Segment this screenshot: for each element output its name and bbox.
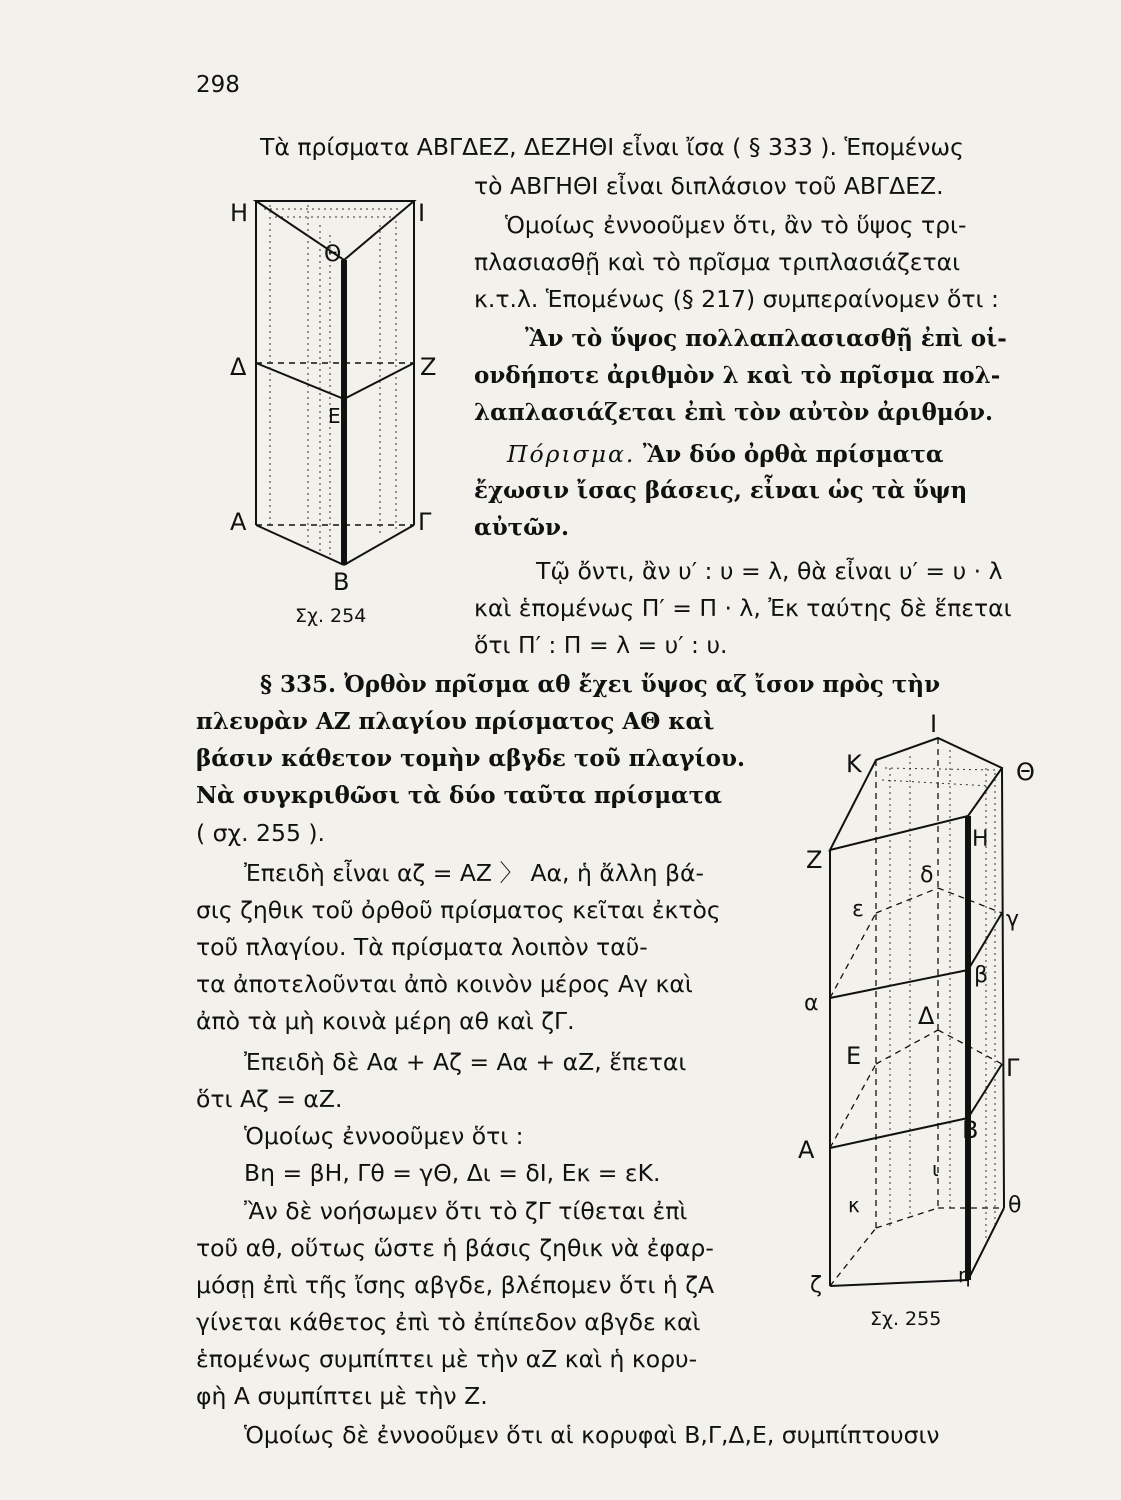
label-delta-fig254: Δ [230,353,247,381]
body-line-13: γίνεται κάθετος ἐπὶ τὸ ἐπίπεδον αβγδε καὶ [196,1308,701,1336]
para1-line-5: κ.τ.λ. Ἑπομένως (§ 217) συμπεραίνομεν ὅτι : [474,285,999,313]
label-theta-upper-fig255: Θ [1016,758,1035,786]
body-line-6: Ἐπειδὴ δὲ Αα + Αζ = Αα + αΖ, ἕπεται [244,1048,687,1076]
label-theta-lower-fig255: θ [1008,1193,1022,1218]
body-line-9: Βη = βΗ, Γθ = γΘ, Δι = δΙ, Εκ = εΚ. [244,1159,661,1187]
theorem-line-1: Ἂν τὸ ὕψος πολλαπλασιασθῇ ἐπὶ οἱ- [525,325,1007,352]
label-beta-lower-fig255: β [974,963,989,988]
theorem-line-3: λαπλασιάζεται ἐπὶ τὸν αὐτὸν ἀριθμόν. [474,399,993,426]
body-line-5: ἀπὸ τὰ μὴ κοινὰ μέρη αθ καὶ ζΓ. [196,1007,575,1035]
label-eta-lower-fig255: η [958,1263,971,1287]
theorem-line-2: ονδήποτε ἀριθμὸν λ καὶ τὸ πρῖσμα πολ- [474,362,1001,389]
porism-line-3: αὐτῶν. [474,514,569,541]
body-line-7: ὅτι Αζ = αΖ. [196,1085,343,1113]
body-line-1: Ἐπειδὴ εἶναι αζ = ΑΖ 〉 Αα, ἡ ἄλλη βά- [244,859,704,887]
label-delta-upper-fig255: Δ [918,1002,935,1030]
label-delta-lower-fig255: δ [920,863,934,888]
page-number: 298 [196,72,240,98]
porism-line-1 [507,439,944,470]
label-alpha-lower-fig255: α [804,991,819,1016]
para1-line-2: τὸ ΑΒΓΗΘΙ εἶναι διπλάσιον τοῦ ΑΒΓΔΕΖ. [474,172,944,200]
section-335-line-1: § 335. Ὀρθὸν πρῖσμα αθ ἔχει ὕψος αζ ἴσον πρὸς τὴν [260,671,941,698]
label-alpha-upper-fig255: Α [798,1136,815,1164]
body-line-12: μόσῃ ἐπὶ τῆς ἴσης αβγδε, βλέπομεν ὅτι ἡ ζΑ [196,1271,715,1299]
section-335-line-4: Νὰ συγκριθῶσι τὰ δύο ταῦτα πρίσματα [196,782,722,809]
figure-254 [220,185,450,615]
proof-line-1: Τῷ ὄντι, ἂν υ′ : υ = λ, θὰ εἶναι υ′ = υ · λ [536,557,1003,585]
body-line-11: τοῦ αθ, οὕτως ὥστε ἡ βάσις ζηθικ νὰ ἐφαρ- [196,1234,714,1262]
figure-254-caption: Σχ. 254 [295,605,367,627]
label-eta-fig254: Η [230,199,249,227]
label-epsilon-fig254: Ε [328,404,341,428]
label-gamma-lower-fig255: γ [1006,907,1020,932]
body-line-2: σις ζηθικ τοῦ ὀρθοῦ πρίσματος κεῖται ἐκτὸς [196,896,721,924]
figure-255 [790,708,1060,1308]
proof-line-2: καὶ ἑπομένως Π′ = Π · λ, Ἐκ ταύτης δὲ ἕπεται [474,594,1012,622]
label-epsilon-lower-fig255: ε [852,897,864,922]
body-line-8: Ὁμοίως ἐννοοῦμεν ὅτι : [244,1122,524,1150]
body-line-3: τοῦ πλαγίου. Τὰ πρίσματα λοιπὸν ταῦ- [196,933,648,961]
label-alpha-fig254: Α [230,508,247,536]
label-iota-upper-fig255: Ι [930,710,938,738]
label-gamma-fig254: Γ [418,508,432,536]
label-beta-upper-fig255: Β [962,1116,979,1144]
para1-line-1: Τὰ πρίσματα ΑΒΓΔΕΖ, ΔΕΖΗΘΙ εἶναι ἴσα ( § 333 ). Ἑπομένως [260,133,964,161]
proof-line-3: ὅτι Π′ : Π = λ = υ′ : υ. [474,631,728,659]
label-zeta-lower-fig255: ζ [810,1273,822,1298]
porism-statement-start: Ἂν δύο ὀρθὰ πρίσματα [642,441,944,468]
label-epsilon-upper-fig255: Ε [846,1042,862,1070]
label-gamma-upper-fig255: Γ [1006,1054,1020,1082]
label-kappa-lower-fig255: κ [848,1193,860,1217]
body-line-4: τα ἀποτελοῦνται ἀπὸ κοινὸν μέρος Αγ καὶ [196,970,693,998]
body-line-10: Ἂν δὲ νοήσωμεν ὅτι τὸ ζΓ τίθεται ἐπὶ [244,1197,688,1225]
para1-line-4: πλασιασθῇ καὶ τὸ πρῖσμα τριπλασιάζεται [474,248,961,276]
figure-255-caption: Σχ. 255 [870,1308,942,1330]
porism-label: Πόρισμα. [507,440,636,468]
section-335-line-5: ( σχ. 255 ). [196,819,326,847]
label-zeta-upper-fig255: Ζ [806,846,823,874]
label-beta-fig254: Β [333,568,350,596]
label-iota-fig254: Ι [418,199,426,227]
porism-line-2: ἔχωσιν ἴσας βάσεις, εἶναι ὡς τὰ ὕψη [474,477,968,504]
label-eta-upper-fig255: Η [972,827,989,852]
para1-line-3: Ὁμοίως ἐννοοῦμεν ὅτι, ἂν τὸ ὕψος τρι- [505,211,967,239]
section-335-line-2: πλευρὰν ΑΖ πλαγίου πρίσματος ΑΘ καὶ [196,708,715,735]
label-zeta-fig254: Ζ [420,353,437,381]
label-kappa-upper-fig255: Κ [846,750,862,778]
body-line-16: Ὁμοίως δὲ ἐννοοῦμεν ὅτι αἱ κορυφαὶ Β,Γ,Δ,Ε, συμπίπτουσιν [244,1421,940,1449]
body-line-14: ἑπομένως συμπίπτει μὲ τὴν αΖ καὶ ἡ κορυ- [196,1345,698,1373]
body-line-15: φὴ Α συμπίπτει μὲ τὴν Ζ. [196,1382,488,1410]
label-iota-lower-fig255: ι [932,1157,939,1181]
section-335-line-3: βάσιν κάθετον τομὴν αβγδε τοῦ πλαγίου. [196,745,745,772]
label-theta-fig254: Θ [324,242,342,267]
